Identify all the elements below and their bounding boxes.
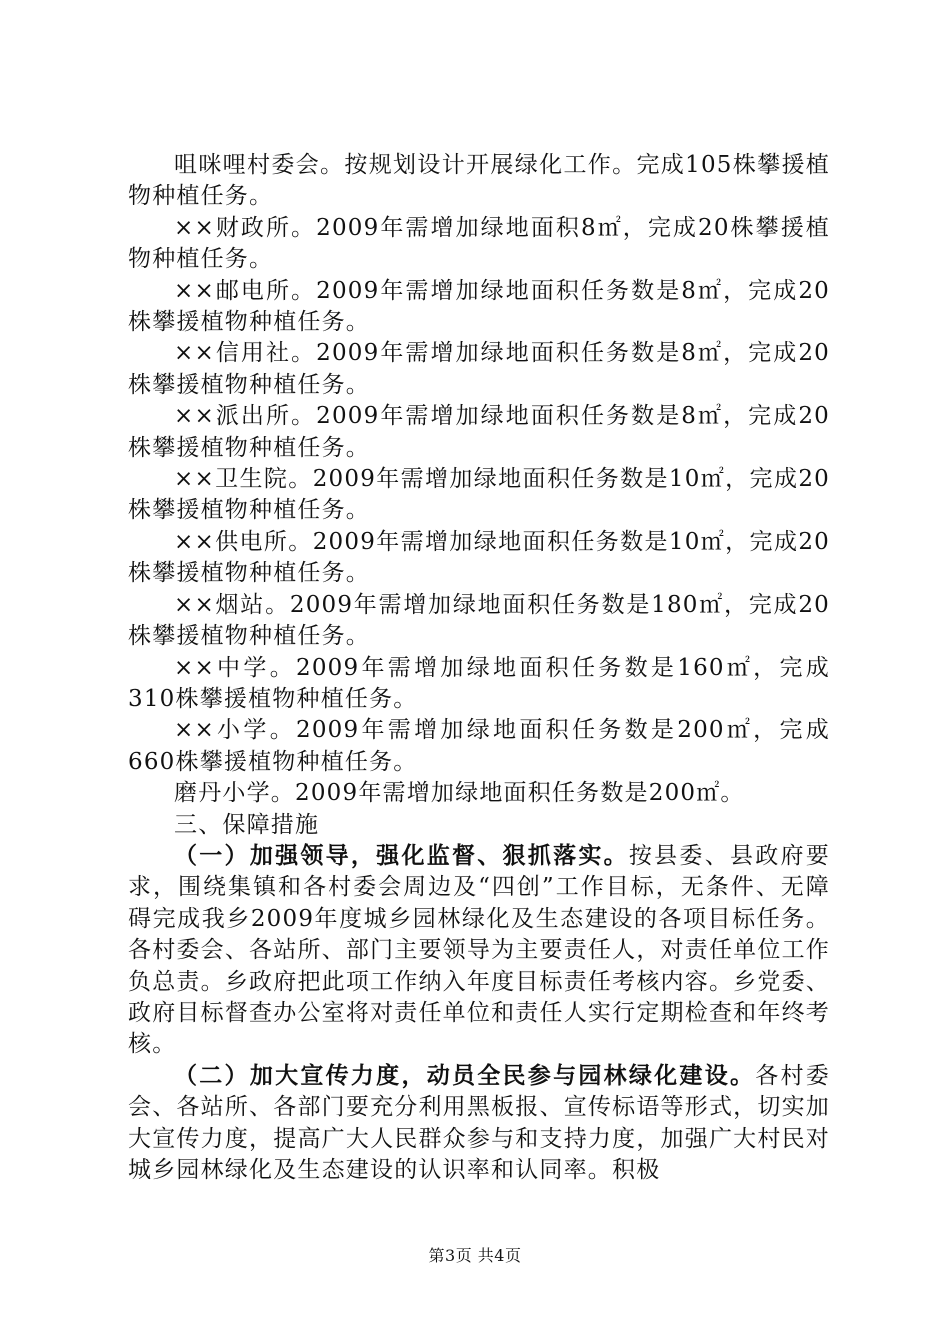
paragraph-police-station: ××派出所。2009年需增加绿地面积任务数是8㎡，完成20株攀援植物种植任务。	[128, 403, 830, 461]
measure-1-lead: （一）加强领导，强化监督、狠抓落实。	[174, 842, 629, 869]
measure-1-paragraph	[128, 841, 830, 1061]
paragraph-credit-union: ××信用社。2009年需增加绿地面积任务数是8㎡，完成20株攀援植物种植任务。	[128, 340, 830, 398]
paragraph-modan-primary-school: 磨丹小学。2009年需增加绿地面积任务数是200㎡。	[174, 780, 745, 807]
paragraph-health-center: ××卫生院。2009年需增加绿地面积任务数是10㎡，完成20株攀援植物种植任务。	[128, 466, 830, 524]
paragraph-finance-office: ××财政所。2009年需增加绿地面积8㎡，完成20株攀援植物种植任务。	[128, 214, 830, 273]
measure-2-body: 各村委会、各站所、各部门要充分利用黑板报、宣传标语等形式，切实加大宣传力度，提高广大人民群众参与和支持力度，加强广大村民对城乡园林绿化及生态建设的认识率和认同率。积极	[128, 1062, 830, 1183]
measure-2-paragraph	[128, 1061, 830, 1187]
measure-2-lead: （二）加大宣传力度，动员全民参与园林绿化建设。	[174, 1062, 756, 1089]
document-body	[128, 150, 830, 1186]
page-footer: 第3页 共4页	[428, 1246, 522, 1265]
paragraph-power-station: ××供电所。2009年需增加绿地面积任务数是10㎡，完成20株攀援植物种植任务。	[128, 528, 830, 587]
paragraph-tobacco-station: ××烟站。2009年需增加绿地面积任务数是180㎡，完成20株攀援植物种植任务。	[128, 591, 830, 650]
measure-1-body: 按县委、县政府要求，围绕集镇和各村委会周边及“四创”工作目标，无条件、无障碍完成我乡2009年度城乡园林绿化及生态建设的各项目标任务。各村委会、各站所、部门主要领导为主要责任人，对责任单位工作负总责。乡政府把此项工作纳入年度目标责任考核内容。乡党委、政府目标督查办公室将对责任单位和责任人实行定期检查和年终考核。	[128, 842, 830, 1058]
paragraph-primary-school: ××小学。2009年需增加绿地面积任务数是200㎡，完成660株攀援植物种植任务。	[128, 717, 830, 775]
paragraph-post-office: ××邮电所。2009年需增加绿地面积任务数是8㎡，完成20株攀援植物种植任务。	[128, 277, 830, 336]
paragraph-jumimi-village: 咀咪哩村委会。按规划设计开展绿化工作。完成105株攀援植物种植任务。	[128, 152, 830, 210]
section-heading: 三、保障措施	[174, 811, 320, 838]
paragraph-middle-school: ××中学。2009年需增加绿地面积任务数是160㎡，完成310株攀援植物种植任务。	[128, 654, 830, 712]
